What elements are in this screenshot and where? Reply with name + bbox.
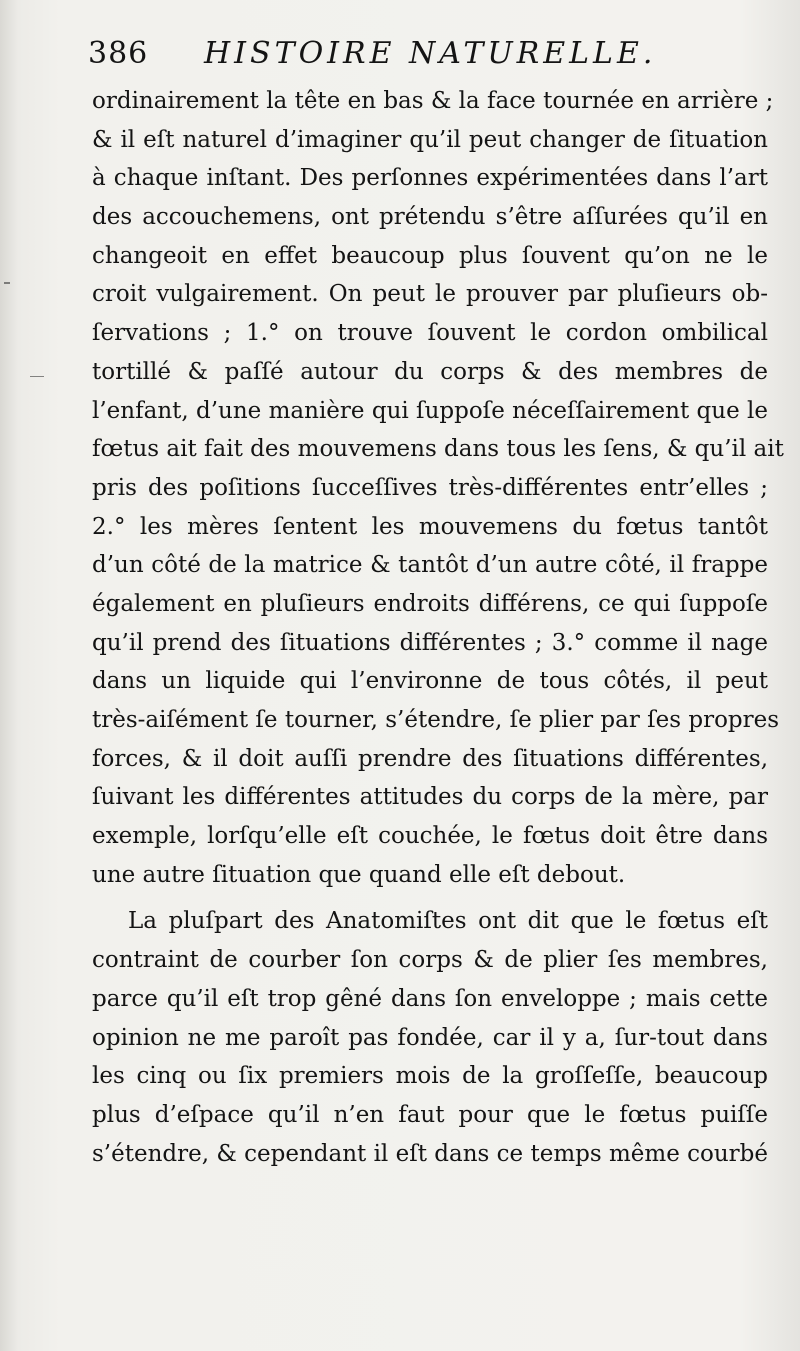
text-line: très-aiſément ſe tourner, s’étendre, ſe plier par ſes propres xyxy=(92,707,780,733)
text-line: changeoit en effet beaucoup plus ſouvent qu’on ne le xyxy=(92,242,768,269)
text-line: fœtus ait fait des mouvemens dans tous les ſens, & qu’il ait xyxy=(92,436,784,463)
running-title: HISTOIRE NATURELLE. xyxy=(204,36,657,71)
body-text xyxy=(92,82,784,1173)
text-line: les cinq ou ſix premiers mois de la groſſeſſe, beaucoup xyxy=(92,1063,768,1090)
text-line: ordinairement la tête en bas & la face tournée en arrière ; xyxy=(92,88,774,114)
text-line: opinion ne me paroît pas fondée, car il y a, ſur-tout dans xyxy=(92,1024,768,1051)
text-line: & il eſt naturel d’imaginer qu’il peut changer de ſituation xyxy=(92,126,768,153)
text-line: 2.° les mères ſentent les mouvemens du fœtus tantôt xyxy=(92,513,768,540)
text-line: ſervations ; 1.° on trouve ſouvent le cordon ombilical xyxy=(92,320,768,347)
text-line: s’étendre, & cependant il eſt dans ce temps même courbé xyxy=(92,1140,768,1167)
text-line: qu’il prend des ſituations différentes ; 3.° comme il nage xyxy=(92,629,768,656)
page-header xyxy=(88,32,768,80)
text-line: parce qu’il eſt trop gêné dans ſon enveloppe ; mais cette xyxy=(92,985,768,1012)
text-line: une autre ſituation que quand elle eſt debout. xyxy=(92,861,626,888)
text-line: croit vulgairement. On peut le prouver par pluſieurs ob- xyxy=(92,281,768,308)
text-line: l’enfant, d’une manière qui ſuppoſe néceſſairement que le xyxy=(92,397,768,424)
text-line: exemple, lorſqu’elle eſt couchée, le fœtus doit être dans xyxy=(92,823,768,850)
text-line: dans un liquide qui l’environne de tous côtés, il peut xyxy=(92,668,768,695)
text-line: tortillé & paſſé autour du corps & des membres de xyxy=(92,358,768,385)
paragraph xyxy=(92,902,768,1173)
paragraph-gap xyxy=(92,894,768,902)
text-line: forces, & il doit auſſi prendre des ſituations différentes, xyxy=(92,745,768,772)
text-line: plus d’eſpace qu’il n’en faut pour que le fœtus puiſſe xyxy=(92,1101,768,1128)
page-number: 386 xyxy=(88,36,149,71)
text-line: également en pluſieurs endroits différens, ce qui ſuppoſe xyxy=(92,590,768,617)
text-line: à chaque inſtant. Des perſonnes expérimentées dans l’art xyxy=(92,165,768,192)
text-line: d’un côté de la matrice & tantôt d’un autre côté, il frappe xyxy=(92,552,768,579)
text-line: ſuivant les différentes attitudes du corps de la mère, par xyxy=(92,784,768,811)
text-line: des accouchemens, ont prétendu s’être aſſurées qu’il en xyxy=(92,204,768,231)
text-line: pris des poſitions ſucceſſives très-différentes entr’elles ; xyxy=(92,474,768,501)
text-line: La pluſpart des Anatomiſtes ont dit que le fœtus eſt xyxy=(128,908,768,935)
gutter-mark xyxy=(30,376,44,377)
text-line: contraint de courber ſon corps & de plier ſes membres, xyxy=(92,947,768,974)
paragraph xyxy=(92,82,784,894)
gutter-mark xyxy=(4,282,10,284)
